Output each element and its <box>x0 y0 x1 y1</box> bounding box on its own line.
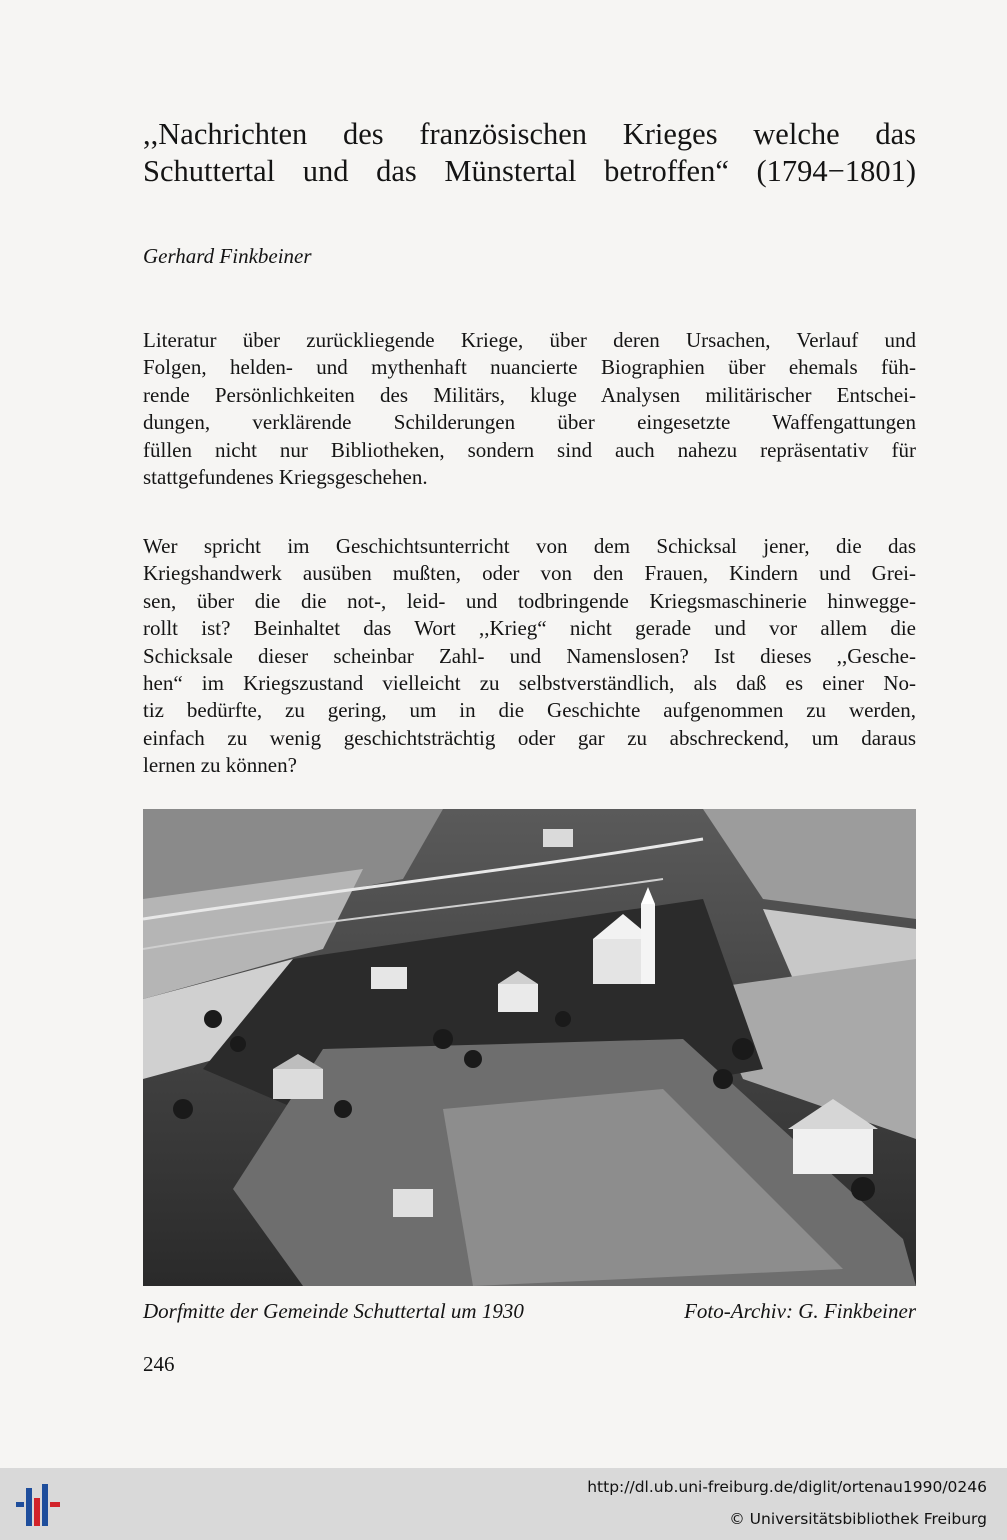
paragraph-line: einfach zu wenig geschichtsträchtig oder gar zu abschreckend, um daraus <box>143 725 916 750</box>
paragraph-line: stattgefundenes Kriegsgeschehen. <box>143 465 428 490</box>
ub-freiburg-logo-icon <box>12 1476 68 1532</box>
paragraph-line: rollt ist? Beinhaltet das Wort ,,Krieg“ nicht gerade und vor allem die <box>143 616 916 641</box>
paragraph-line: Literatur über zurückliegende Kriege, über deren Ursachen, Verlauf und <box>143 328 916 352</box>
title-line-1: ,,Nachrichten des französischen Krieges welche das <box>143 117 916 151</box>
paragraph-line: Schicksale dieser scheinbar Zahl- und Namenslosen? Ist dieses ,,Gesche- <box>143 643 916 668</box>
paragraph-line: Wer spricht im Geschichtsunterricht von dem Schicksal jener, die das <box>143 534 916 558</box>
paragraph-line: sen, über die die not-, leid- und todbringende Kriegsmaschinerie hinwegge- <box>143 588 916 613</box>
aerial-village-photo <box>143 809 916 1286</box>
paragraph-line: rende Persönlichkeiten des Militärs, kluge Analysen militärischer Entschei- <box>143 382 916 407</box>
paragraph-line: hen“ im Kriegszustand vielleicht zu selbstverständlich, als daß es einer No- <box>143 671 916 696</box>
article-title <box>143 116 916 190</box>
caption-credit: Foto-Archiv: G. Finkbeiner <box>684 1299 916 1323</box>
copyright-notice: © Universitätsbibliothek Freiburg <box>729 1510 987 1528</box>
source-url-link[interactable]: http://dl.ub.uni-freiburg.de/diglit/ortenau1990/0246 <box>587 1478 987 1496</box>
caption-description: Dorfmitte der Gemeinde Schuttertal um 1930 <box>143 1299 524 1323</box>
paragraph-1 <box>143 327 916 491</box>
paragraph-line: Folgen, helden- und mythenhaft nuancierte Biographien über ehemals füh- <box>143 355 916 380</box>
paragraph-line: lernen zu können? <box>143 753 297 778</box>
title-line-2: Schuttertal und das Münstertal betroffen“ (1794−1801) <box>143 154 916 188</box>
paragraph-line: tiz bedürfte, zu gering, um in die Geschichte aufgenommen zu werden, <box>143 698 916 723</box>
photo-caption <box>143 1299 916 1324</box>
paragraph-2 <box>143 533 916 780</box>
paragraph-line: Kriegshandwerk ausüben mußten, oder von den Frauen, Kindern und Grei- <box>143 561 916 586</box>
author-name: Gerhard Finkbeiner <box>143 244 312 268</box>
photo-illustration <box>143 809 916 1286</box>
paragraph-line: füllen nicht nur Bibliotheken, sondern sind auch nahezu repräsentativ für <box>143 437 916 462</box>
paragraph-line: dungen, verklärende Schilderungen über eingesetzte Waffengattungen <box>143 410 916 435</box>
page-number: 246 <box>143 1352 175 1376</box>
library-footer <box>0 1468 1007 1540</box>
